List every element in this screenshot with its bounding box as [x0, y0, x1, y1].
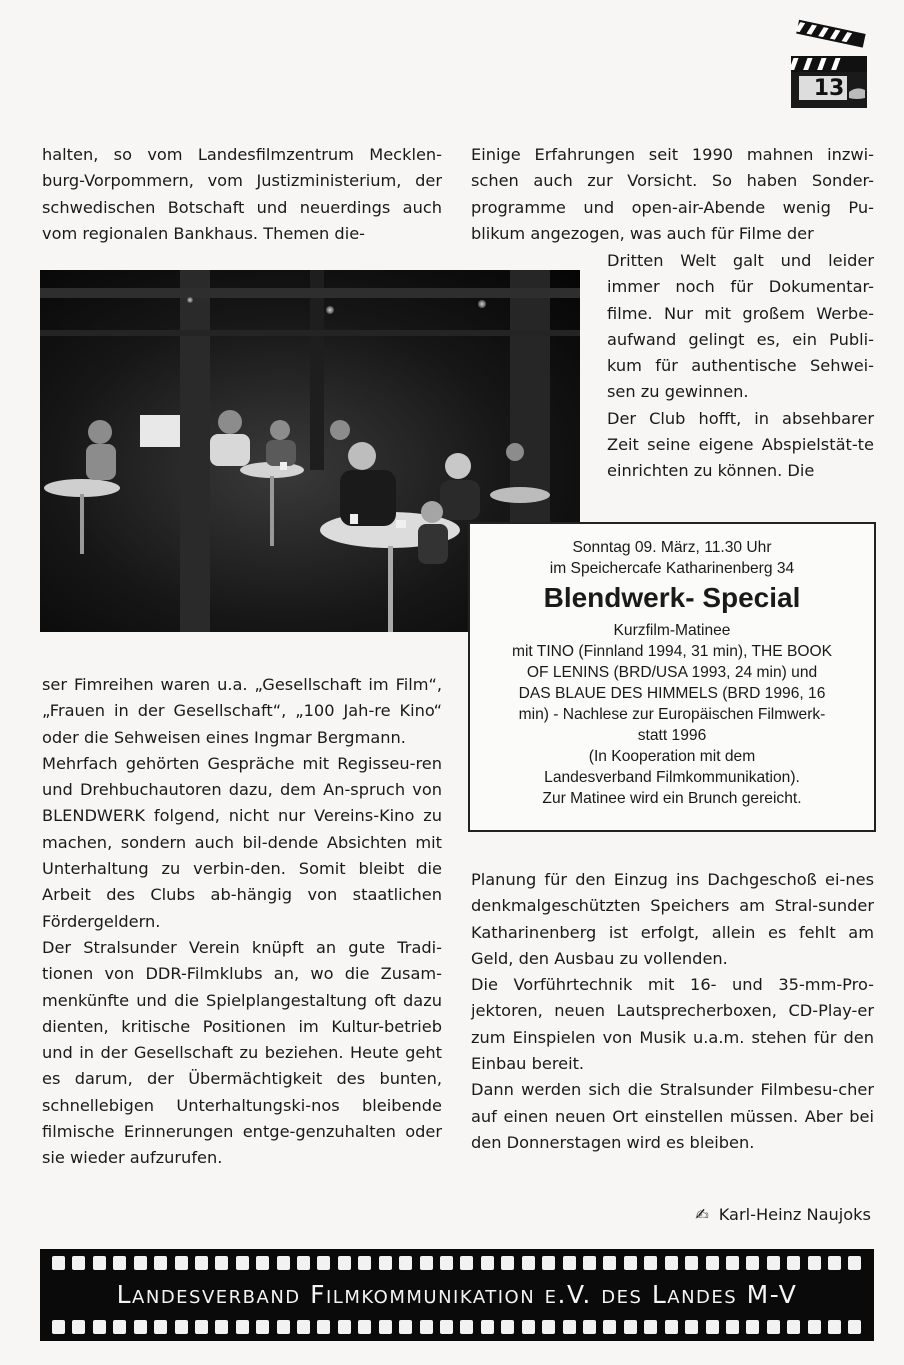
event-detail-line: OF LENINS (BRD/USA 1993, 24 min) und — [526, 664, 818, 681]
event-detail-line: statt 1996 — [637, 727, 707, 744]
author-name: Karl-Heinz Naujoks — [718, 1205, 871, 1224]
article-paragraph: Die Vorführtechnik mit 16- und 35-mm-Pro-jektoren, neuen Lautsprecherboxen, CD-Play-er zum Einspielen von Musik u.a.m. stehen für den Einbau bereit. — [471, 975, 874, 1074]
event-date: Sonntag 09. März, 11.30 Uhr — [572, 539, 772, 556]
article-column-right-bottom — [471, 867, 874, 1156]
event-detail-line: Landesverband Filmkommunikation). — [544, 769, 800, 786]
event-detail-line: Kurzfilm-Matinee — [613, 622, 731, 639]
article-column-right-narrow — [607, 248, 874, 485]
footer-organization-name: Landesverband Filmkommunikation e.V. des Landes M-V — [116, 1280, 798, 1309]
event-venue: im Speichercafe Katharinenberg 34 — [549, 560, 795, 577]
article-paragraph: ser Fimreihen waren u.a. „Gesellschaft im Film“, „Frauen in der Gesellschaft“, „100 Jah-re Kino“ oder die Sehweisen eines Ingmar Bergmann. — [42, 675, 442, 747]
writing-hand-icon: ✍ — [695, 1205, 709, 1224]
event-detail-line: mit TINO (Finnland 1994, 31 min), THE BOOK — [511, 643, 833, 660]
event-detail-line: Zur Matinee wird ein Brunch gereicht. — [542, 790, 802, 807]
article-paragraph: Der Club hofft, in absehbarer Zeit seine eigene Abspielstät-te einrichten zu können. Die — [607, 408, 874, 481]
page-number: 13 — [813, 76, 845, 101]
article-column-left-top — [42, 142, 442, 247]
article-paragraph: Der Stralsunder Verein knüpft an gute Tradi-tionen von DDR-Filmklubs an, wo die Zusam-menkünfte und die Spielplangestaltung oft dazu dienten, kritische Positionen im Kultur-betrieb und in der Gesellschaft zu beziehen. Heute geht es darum, der Übermächtigkeit des bunten, schnellebigen Unterhaltungski-nos bleibende filmische Erinnerungen entge-genzuhalten oder sie wieder aufzurufen. — [42, 937, 442, 1168]
event-detail-line: min) - Nachlese zur Europäischen Filmwerk- — [518, 706, 826, 723]
event-detail-line: DAS BLAUE DES HIMMELS (BRD 1996, 16 — [518, 685, 826, 702]
article-column-right-top — [471, 142, 874, 247]
article-paragraph: Mehrfach gehörten Gespräche mit Regisseu-ren und Drehbuchautoren dazu, dem An-spruch von BLENDWERK folgend, nicht nur Vereins-Kino zu machen, sondern auch bil-dende Absichten mit Unterhaltung zu verbin-den. Somit bleibt die Arbeit des Clubs ab-hängig von staatlichen Fördergeldern. — [42, 753, 442, 931]
author-signature — [695, 1202, 871, 1228]
article-column-left-bottom — [42, 672, 442, 1172]
article-paragraph: Dritten Welt galt und leider immer noch für Dokumentar-filme. Nur mit großem Werbe-aufwand gelingt es, ein Publi-kum für authentische Sehwei-sen zu gewinnen. — [607, 251, 874, 402]
page-number-badge — [789, 10, 869, 110]
event-headline: Blendwerk- Special — [543, 582, 801, 613]
film-sprocket-row — [52, 1320, 862, 1334]
event-detail-line: (In Kooperation mit dem — [588, 748, 756, 765]
article-paragraph: Planung für den Einzug ins Dachgeschoß ei-nes denkmalgeschützten Speichers am Stral-sunder Katharinenberg ist erfolgt, allein es fehlt am Geld, den Ausbau zu vollenden. — [471, 870, 874, 968]
film-strip-footer — [40, 1249, 874, 1341]
article-paragraph: Dann werden sich die Stralsunder Filmbesu-cher auf einen neuen Ort einstellen müssen. Aber bei den Donnerstagen wird es bleiben. — [471, 1080, 874, 1152]
film-sprocket-row — [52, 1256, 862, 1270]
article-paragraph: halten, so vom Landesfilmzentrum Mecklen-burg-Vorpommern, vom Justizministerium, der schwedischen Botschaft und neuerdings auch vom regionalen Bankhaus. Themen die- — [42, 145, 442, 243]
event-info-box — [468, 522, 876, 832]
article-paragraph: Einige Erfahrungen seit 1990 mahnen inzwi-schen auch zur Vorsicht. So haben Sonder-programme und open-air-Abende wenig Pu-blikum angezogen, was auch für Filme der — [471, 145, 874, 243]
